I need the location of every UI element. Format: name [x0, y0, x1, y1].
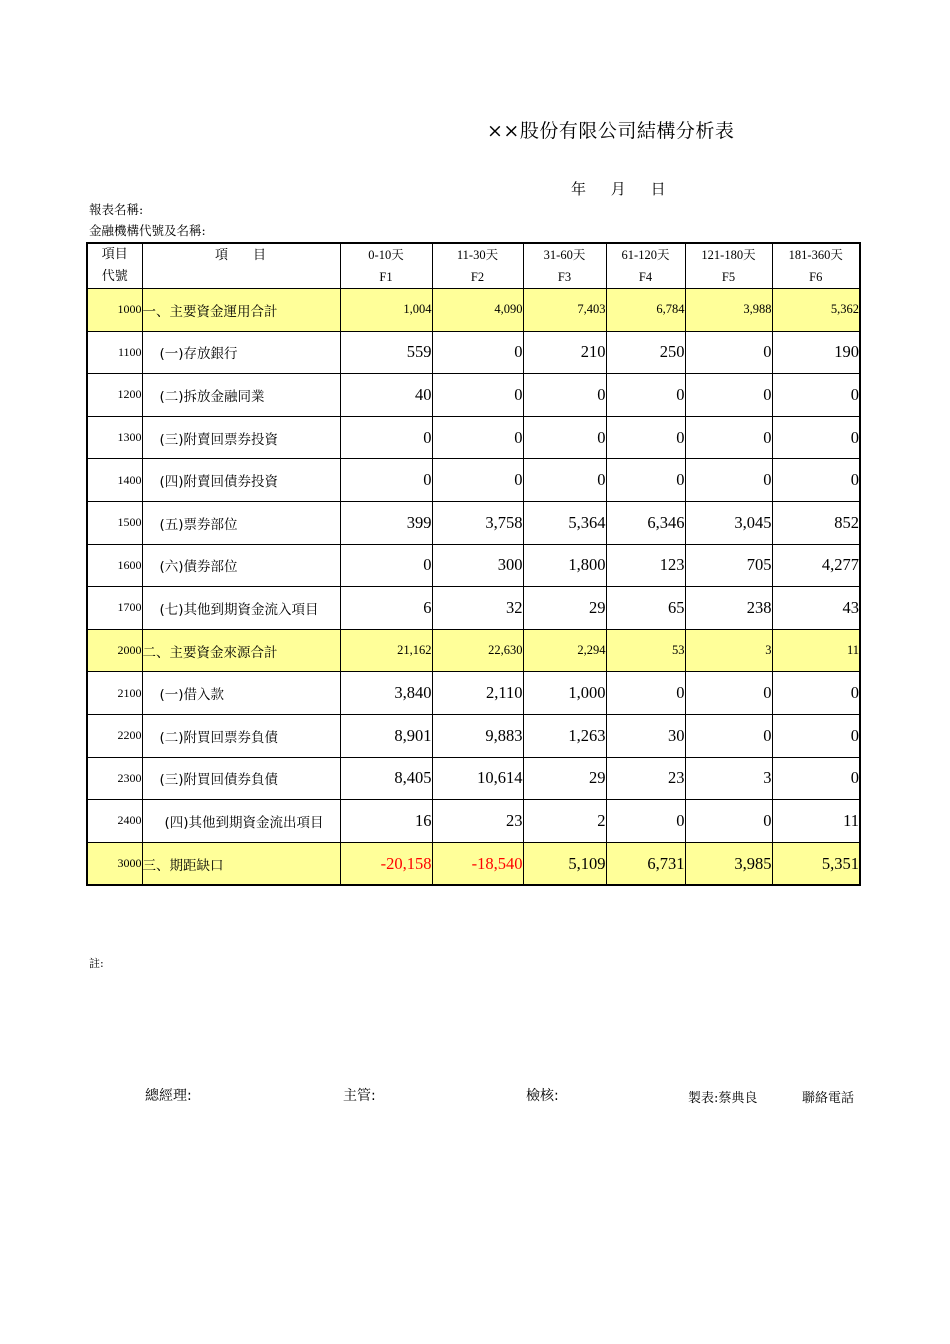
- row-name: (二)拆放金融同業: [142, 374, 340, 417]
- header-col-code: F2: [470, 270, 485, 284]
- row-value: 30: [606, 714, 685, 757]
- header-col-code: F4: [638, 270, 653, 284]
- row-value: 9,883: [432, 714, 523, 757]
- header-range: 181-360天: [788, 248, 843, 262]
- row-code: 1500: [87, 501, 142, 544]
- header-range: 61-120天: [621, 248, 670, 262]
- row-code: 2000: [87, 629, 142, 672]
- table-row: [87, 374, 860, 417]
- row-value: 123: [606, 544, 685, 587]
- header-col-f4: [606, 243, 685, 289]
- row-value: 5,362: [772, 289, 860, 332]
- row-value: 0: [432, 459, 523, 502]
- table-row: [87, 459, 860, 502]
- table-row: [87, 587, 860, 630]
- header-range: 11-30天: [456, 248, 499, 262]
- row-value: 0: [772, 714, 860, 757]
- row-value: 0: [606, 416, 685, 459]
- row-code: 1700: [87, 587, 142, 630]
- header-col-f2: [432, 243, 523, 289]
- header-col-code: F1: [379, 270, 393, 284]
- header-col-code: F5: [721, 270, 736, 284]
- header-item: [142, 243, 340, 289]
- row-code: 1000: [87, 289, 142, 332]
- row-value: 6,731: [606, 842, 685, 885]
- row-value: 399: [340, 501, 432, 544]
- row-value: 3,758: [432, 501, 523, 544]
- row-value: 29: [523, 587, 606, 630]
- row-value: 238: [685, 587, 772, 630]
- row-value: 0: [772, 416, 860, 459]
- header-col-f3: [523, 243, 606, 289]
- header-range: 0-10天: [368, 248, 404, 262]
- row-value: 0: [340, 416, 432, 459]
- row-code: 1200: [87, 374, 142, 417]
- table-row: [87, 544, 860, 587]
- row-value: 0: [685, 374, 772, 417]
- row-value: 190: [772, 331, 860, 374]
- row-value: 3: [685, 629, 772, 672]
- row-value: 11: [772, 629, 860, 672]
- row-value: 3,045: [685, 501, 772, 544]
- row-value: 4,090: [432, 289, 523, 332]
- row-value: 3,985: [685, 842, 772, 885]
- row-value: 29: [523, 757, 606, 800]
- row-value: 11: [772, 800, 860, 843]
- table-row: [87, 416, 860, 459]
- row-value: 1,800: [523, 544, 606, 587]
- report-date: [571, 178, 678, 199]
- row-value: 4,277: [772, 544, 860, 587]
- table-header: [87, 243, 860, 289]
- row-value: 2,294: [523, 629, 606, 672]
- row-value: 8,901: [340, 714, 432, 757]
- row-code: 2300: [87, 757, 142, 800]
- row-value: 0: [685, 459, 772, 502]
- row-value: 0: [772, 459, 860, 502]
- row-value: 210: [523, 331, 606, 374]
- header-col-code: F6: [809, 270, 823, 284]
- row-name: (六)債券部位: [142, 544, 340, 587]
- note-label: 註:: [89, 957, 104, 970]
- row-code: 1100: [87, 331, 142, 374]
- row-value: 250: [606, 331, 685, 374]
- row-value: 3: [685, 757, 772, 800]
- analysis-table: [86, 242, 861, 886]
- row-value: 1,004: [340, 289, 432, 332]
- row-value: 10,614: [432, 757, 523, 800]
- row-code: 1300: [87, 416, 142, 459]
- row-value: 5,364: [523, 501, 606, 544]
- row-name: 二、主要資金來源合計: [142, 629, 340, 672]
- row-value-negative: -20,158: [340, 842, 432, 885]
- signature-phone: 聯絡電話: [802, 1091, 855, 1106]
- row-value: 0: [685, 416, 772, 459]
- row-value: 0: [606, 459, 685, 502]
- row-value-negative: -18,540: [432, 842, 523, 885]
- table-row-total-sources: [87, 629, 860, 672]
- row-value: 0: [340, 459, 432, 502]
- row-value: 65: [606, 587, 685, 630]
- row-value: 0: [685, 331, 772, 374]
- header-col-f6: [772, 243, 860, 289]
- row-code: 1600: [87, 544, 142, 587]
- report-name-label: 報表名稱:: [89, 202, 144, 217]
- row-value: 0: [685, 672, 772, 715]
- row-value: 2,110: [432, 672, 523, 715]
- header-item-b: 目: [253, 248, 268, 263]
- report-title: ××股份有限公司結構分析表: [487, 120, 735, 142]
- row-value: 2: [523, 800, 606, 843]
- row-name: (三)附買回債券負債: [142, 757, 340, 800]
- row-value: 53: [606, 629, 685, 672]
- row-value: 0: [685, 714, 772, 757]
- table-row: [87, 331, 860, 374]
- row-code: 2100: [87, 672, 142, 715]
- row-name: (二)附買回票券負債: [142, 714, 340, 757]
- table-row-gap: [87, 842, 860, 885]
- row-value: 6: [340, 587, 432, 630]
- table-row: [87, 714, 860, 757]
- row-value: 559: [340, 331, 432, 374]
- row-name: 一、主要資金運用合計: [142, 289, 340, 332]
- header-col-code: F3: [557, 270, 572, 284]
- row-value: 0: [772, 374, 860, 417]
- row-value: 0: [685, 800, 772, 843]
- row-value: 0: [606, 800, 685, 843]
- row-name: (一)借入款: [142, 672, 340, 715]
- signature-supervisor: 主管:: [343, 1088, 376, 1104]
- row-value: 21,162: [340, 629, 432, 672]
- row-name: (四)附賣回債券投資: [142, 459, 340, 502]
- row-value: 40: [340, 374, 432, 417]
- row-code: 3000: [87, 842, 142, 885]
- row-value: 0: [432, 416, 523, 459]
- date-year: 年: [571, 180, 587, 198]
- header-code: [87, 243, 142, 289]
- institution-label: 金融機構代號及名稱:: [89, 223, 206, 238]
- table-row: [87, 757, 860, 800]
- table-row: [87, 501, 860, 544]
- row-value: 0: [523, 459, 606, 502]
- row-value: 3,840: [340, 672, 432, 715]
- header-col-f1: [340, 243, 432, 289]
- row-value: 7,403: [523, 289, 606, 332]
- row-value: 0: [432, 374, 523, 417]
- row-name: (五)票券部位: [142, 501, 340, 544]
- header-code-line1: 項目: [101, 247, 128, 262]
- row-value: 5,351: [772, 842, 860, 885]
- table-row: [87, 800, 860, 843]
- row-value: 0: [523, 374, 606, 417]
- row-value: 6,784: [606, 289, 685, 332]
- row-name: (一)存放銀行: [142, 331, 340, 374]
- signature-maker: 製表:蔡典良: [688, 1091, 758, 1106]
- row-name: 三、期距缺口: [142, 842, 340, 885]
- date-day: 日: [650, 180, 666, 198]
- row-value: 5,109: [523, 842, 606, 885]
- row-value: 23: [606, 757, 685, 800]
- header-range: 121-180天: [701, 248, 756, 262]
- header-code-line2: 代號: [101, 269, 128, 284]
- row-value: 300: [432, 544, 523, 587]
- row-name: (三)附賣回票券投資: [142, 416, 340, 459]
- row-value: 6,346: [606, 501, 685, 544]
- row-value: 23: [432, 800, 523, 843]
- row-value: 3,988: [685, 289, 772, 332]
- row-value: 705: [685, 544, 772, 587]
- row-value: 0: [523, 416, 606, 459]
- date-month: 月: [610, 180, 626, 198]
- signature-checker: 檢核:: [526, 1088, 559, 1104]
- row-code: 2200: [87, 714, 142, 757]
- row-code: 1400: [87, 459, 142, 502]
- row-code: 2400: [87, 800, 142, 843]
- signature-general-manager: 總經理:: [145, 1088, 192, 1104]
- row-value: 0: [606, 374, 685, 417]
- table-row: [87, 672, 860, 715]
- row-value: 22,630: [432, 629, 523, 672]
- header-item-a: 項: [214, 248, 229, 263]
- row-value: 1,263: [523, 714, 606, 757]
- row-value: 1,000: [523, 672, 606, 715]
- row-value: 16: [340, 800, 432, 843]
- row-value: 43: [772, 587, 860, 630]
- row-value: 852: [772, 501, 860, 544]
- row-value: 0: [432, 331, 523, 374]
- header-range: 31-60天: [543, 248, 586, 262]
- row-name: (七)其他到期資金流入項目: [142, 587, 340, 630]
- header-col-f5: [685, 243, 772, 289]
- table-row-total-uses: [87, 289, 860, 332]
- row-value: 0: [772, 757, 860, 800]
- row-value: 0: [606, 672, 685, 715]
- row-value: 8,405: [340, 757, 432, 800]
- row-value: 32: [432, 587, 523, 630]
- row-name: (四)其他到期資金流出項目: [142, 800, 340, 843]
- row-value: 0: [340, 544, 432, 587]
- row-value: 0: [772, 672, 860, 715]
